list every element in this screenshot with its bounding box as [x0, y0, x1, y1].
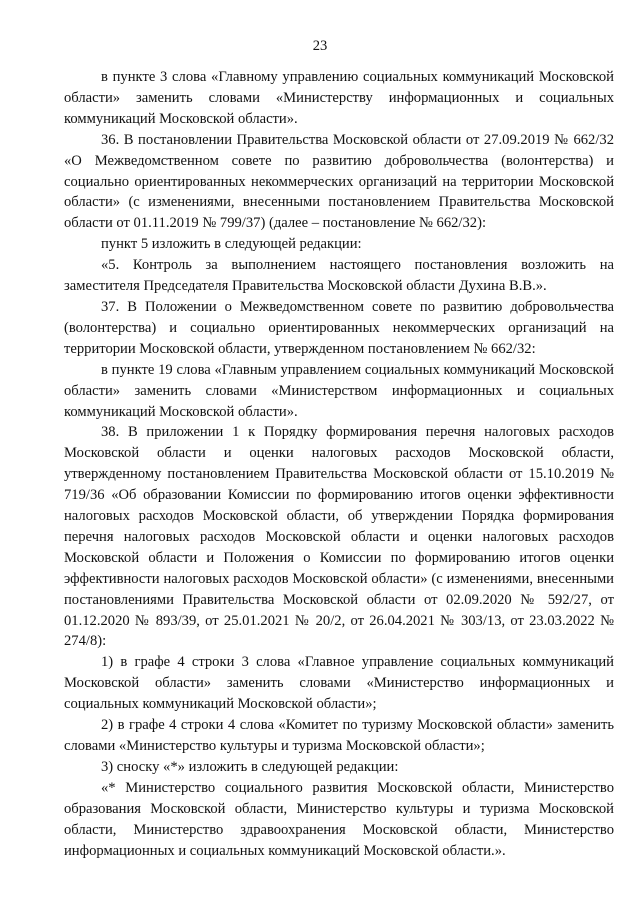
paragraph-item-19-replacement: в пункте 19 слова «Главным управлением социальных коммуникаций Московской области» заменить словами «Министерством информационных и социальных коммуникаций Московской области».	[64, 361, 614, 420]
paragraph-footnote-text: «* Министерство социального развития Московской области, Министерство образования Московской области, Министерство культуры и туризма Московской области, Министерство здравоохранения Московской области, Министерство информационных и социальных коммуникаций Московской области.».	[64, 779, 614, 859]
paragraph-38-sub-1: 1) в графе 4 строки 3 слова «Главное управление социальных коммуникаций Московской области» заменить словами «Министерство информационных и социальных коммуникаций Московской области»;	[64, 654, 614, 713]
paragraph-37: 37. В Положении о Межведомственном совете по развитию добровольчества (волонтерства) и социально ориентированных некоммерческих организаций на территории Московской области, утвержденном постановлением № 662/32:	[64, 298, 614, 357]
document-body	[64, 67, 614, 861]
paragraph-38-sub-2: 2) в графе 4 строки 4 слова «Комитет по туризму Московской области» заменить словами «Министерство культуры и туризма Московской области»;	[64, 717, 614, 754]
paragraph-38: 38. В приложении 1 к Порядку формирования перечня налоговых расходов Московской области и оценки налоговых расходов Московской области, утвержденному постановлением Правительства Московской области от 15.10.2019 № 719/36 «Об образовании Комиссии по формированию итогов оценки эффективности налоговых расходов Московской области, об утверждении Порядка формирования перечня налоговых расходов Московской области и оценки налоговых расходов Московской области и Положения о Комиссии по формированию итогов оценки эффективности налоговых расходов Московской области» (с изменениями, внесенными постановлениями Правительства Московской области от 02.09.2020 № 592/27, от 01.12.2020 № 893/39, от 25.01.2021 № 20/2, от 26.04.2021 № 303/13, от 23.03.2022 № 274/8):	[64, 424, 614, 650]
paragraph-point-5-text: «5. Контроль за выполнением настоящего постановления возложить на заместителя Председателя Правительства Московской области Духина В.В.».	[64, 257, 614, 295]
paragraph-38-sub-3: 3) сноску «*» изложить в следующей редакции:	[101, 758, 399, 775]
page-number: 23	[312, 38, 328, 54]
paragraph-item-3-replacement: в пункте 3 слова «Главному управлению социальных коммуникаций Московской области» заменить словами «Министерству информационных и социальных коммуникаций Московской области».	[64, 69, 614, 127]
paragraph-36: 36. В постановлении Правительства Московской области от 27.09.2019 № 662/32 «О Межведомственном совете по развитию добровольчества (волонтерства) и социально ориентированных некоммерческих организаций на территории Московской области» (с изменениями, внесенными постановлением Правительства Московской области от 01.11.2019 № 799/37) (далее – постановление № 662/32):	[64, 131, 614, 232]
paragraph-point-5-intro: пункт 5 изложить в следующей редакции:	[101, 236, 362, 253]
